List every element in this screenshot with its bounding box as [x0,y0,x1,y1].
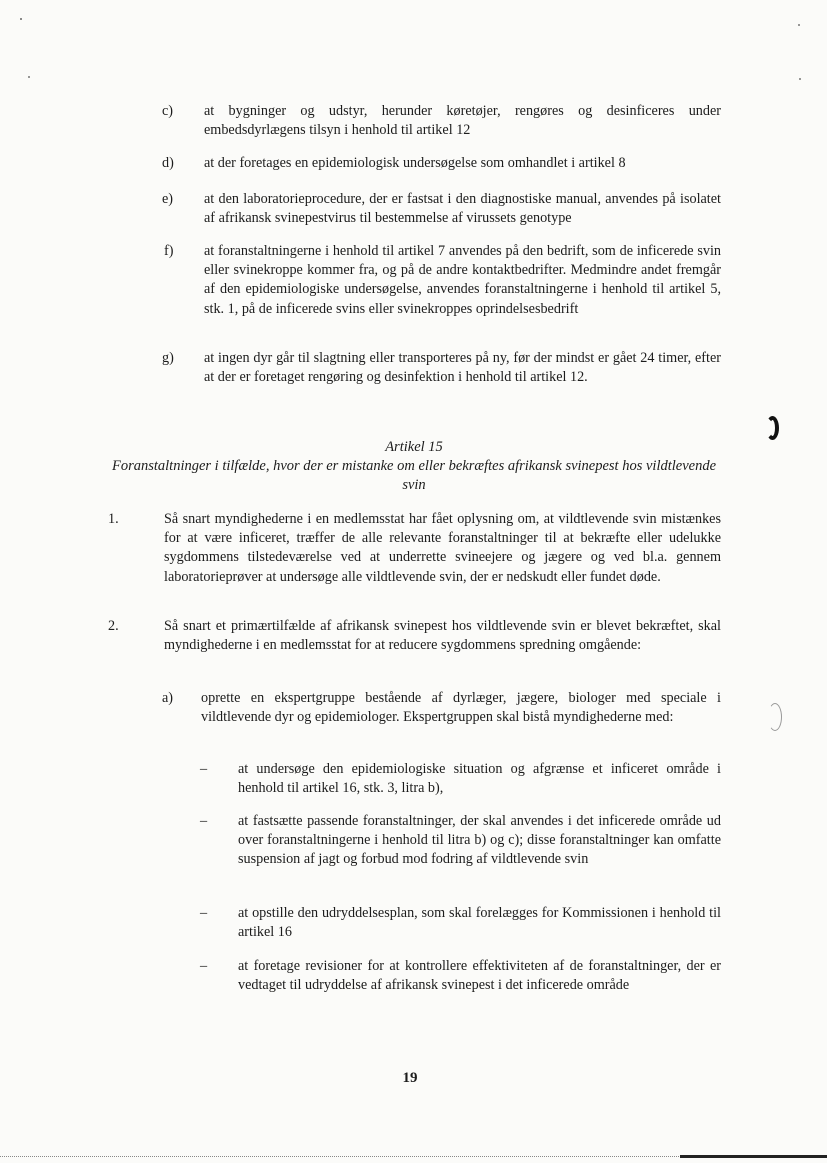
list-item-label: g) [162,350,174,366]
scan-speck [20,18,22,20]
dash-item-text: at opstille den udryddelsesplan, som skal forelægges for Kommissionen i henhold til artikel 16 [238,905,721,941]
dash-bullet: – [200,958,208,974]
paragraph-text: Så snart myndighederne i en medlemsstat har fået oplysning om, at vildtlevende svin mistænkes for at være inficeret, træffer de alle relevante foranstaltninger til at bekræfte eller udelukke sygdommens tilstedeværelse ved at underrette svineejere og jægere og ved bl.a. gennem laboratorieprøver at undersøge alle vildtlevende svin, der er nedskudt eller fundet døde. [164,511,721,585]
article-title: Foranstaltninger i tilfælde, hvor der er mistanke om eller bekræftes afrikansk svinepest hos vildtlevende svin [111,458,717,493]
punch-hole-mark [768,703,782,731]
list-item-text: at den laboratorieprocedure, der er fastsat i den diagnostiske manual, anvendes på isolatet af afrikansk svinepestvirus til bestemmelse af virussets genotype [204,191,721,227]
dash-item-text: at foretage revisioner for at kontrollere effektiviteten af de foranstaltninger, der er vedtaget til udryddelse af afrikansk svinepest i det inficerede område [238,958,721,994]
scan-speck [28,76,30,78]
scan-speck [799,78,801,80]
scan-edge-bar [680,1155,827,1158]
page-number: 19 [402,1070,418,1086]
dash-bullet: – [200,905,208,921]
list-item-text: at bygninger og udstyr, herunder køretøjer, rengøres og desinficeres under embedsdyrlægens tilsyn i henhold til artikel 12 [204,103,721,139]
list-item-text: at foranstaltningerne i henhold til artikel 7 anvendes på den bedrift, som de inficerede svin eller svinekroppe kommer fra, og på de andre kontaktbedrifter. Medmindre andet fremgår af den epidemiologiske undersøgelse, anvendes foranstaltningerne i henhold til artikel 5, stk. 1, på de inficerede svins eller svinekroppes oprindelsesbedrift [204,243,721,317]
paragraph-number: 1. [108,511,119,527]
punch-hole-mark [766,416,779,440]
sub-item-text: oprette en ekspertgruppe bestående af dyrlæger, jægere, biologer med speciale i vildtlevende dyr og epidemiologer. Ekspertgruppen skal bistå myndighederne med: [201,690,721,726]
list-item-text: at ingen dyr går til slagtning eller transporteres på ny, før der mindst er gået 24 timer, efter at der er foretaget rengøring og desinfektion i henhold til artikel 12. [204,350,721,386]
dash-bullet: – [200,813,208,829]
list-item-text: at der foretages en epidemiologisk undersøgelse som omhandlet i artikel 8 [204,155,626,171]
list-item-label: e) [162,191,174,207]
dash-item-text: at fastsætte passende foranstaltninger, der skal anvendes i det inficerede område ud over foranstaltningerne i henhold til litra b) og c); disse foranstaltninger kan omfatte suspension af jagt og forbud mod fodring af vildtlevende svin [238,813,721,868]
article-number: Artikel 15 [385,439,443,455]
paragraph-text: Så snart et primærtilfælde af afrikansk svinepest hos vildtlevende svin er blevet bekræftet, skal myndighederne i en medlemsstat for at reducere sygdommens spredning omgående: [164,618,721,654]
dash-item-text: at undersøge den epidemiologiske situation og afgrænse et inficeret område i henhold til artikel 16, stk. 3, litra b), [238,761,721,797]
sub-item-label: a) [162,690,174,706]
list-item-label: f) [164,243,174,259]
paragraph-number: 2. [108,618,119,634]
list-item-label: c) [162,103,174,119]
scan-speck [798,24,800,26]
dash-bullet: – [200,761,208,777]
list-item-label: d) [162,155,174,171]
